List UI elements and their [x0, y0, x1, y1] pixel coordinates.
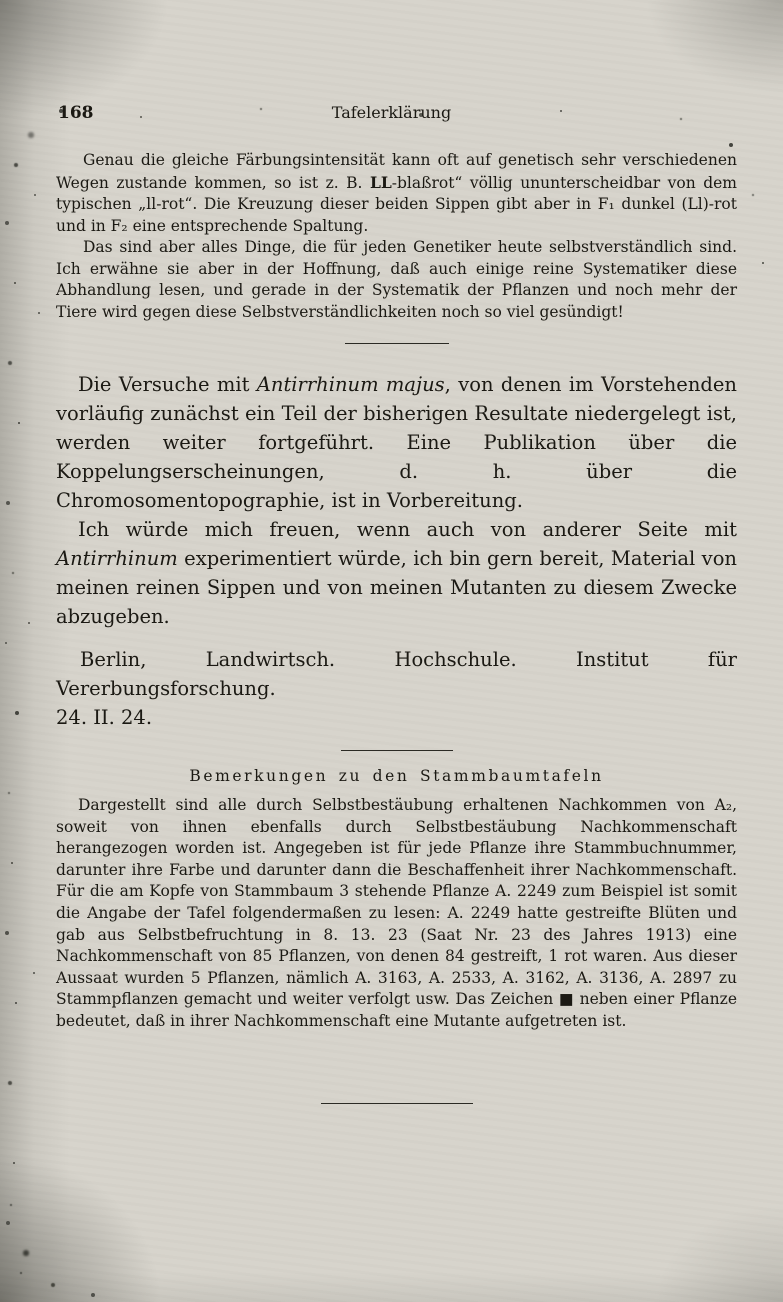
remarks-paragraph: Dargestellt sind alle durch Selbstbestäubung erhaltenen Nachkommen von A₂, soweit von ihnen ebenfalls durch Selbstbestäubung Nachkommenschaft herangezogen worden ist. Angegeben ist für jede Pflanze ihre Stammbuchnummer, darunter ihre Farbe und darunter dann die Beschaffenheit ihrer Nachkommenschaft. Für die am Kopfe von Stammbaum 3 stehende Pflanze A. 2249 zum Beispiel ist somit die Angabe der Tafel folgendermaßen zu lesen: A. 2249 hatte gestreifte Blüten und gab aus Selbstbefruchtung in 8. 13. 23 (Saat Nr. 23 des Jahres 1913) eine Nachkommenschaft von 85 Pflanzen, von denen 84 gestreift, 1 rot waren. Aus dieser Aussaat wurden 5 Pflanzen, nämlich A. 3163, A. 2533, A. 3162, A. 3136, A. 2897 zu Stammpflanzen gemacht und weiter verfolgt usw. Das Zeichen ■ neben einer Pflanze bedeutet, daß in ihrer Nachkommenschaft eine Mutante aufgetreten ist. [56, 796, 737, 1030]
main-text-section [56, 370, 737, 732]
page-content [0, 150, 783, 1104]
body-paragraph-2 [56, 515, 737, 631]
intro-paragraph-2: Das sind aber alles Dinge, die für jeden Genetiker heute selbstverständlich sind. Ich erwähne sie aber in der Hoffnung, daß auch einige reine Systematiker diese Abhandlung lesen, und gerade in der Systematik der Pflanzen und noch mehr der Tiere wird gegen diese Selbstverständlichkeiten noch so viel gesündigt! [56, 238, 737, 321]
gene-symbol-bold: LL [369, 172, 392, 192]
page-number: 168 [58, 103, 94, 123]
running-title: Tafelerklärung [331, 103, 452, 122]
text-run: Genau die gleiche Färbungsintensität kann oft auf genetisch sehr verschiedenen Wegen zustande kommen, so ist z. B. [56, 151, 737, 192]
body-paragraph-1 [56, 370, 737, 515]
intro-section [56, 150, 737, 323]
intro-paragraph-1 [56, 150, 737, 237]
text-run: -blaßrot“ völlig ununterscheidbar von dem typischen „ll-rot“. Die Kreuzung dieser beiden Sippen gibt aber in F₁ dunkel (Ll)-rot und in F₂ eine entsprechende Spaltung. [56, 173, 737, 235]
separator-rule-3 [321, 1103, 473, 1104]
address-date-line: 24. II. 24. [56, 706, 153, 729]
page-header [0, 102, 783, 124]
remarks-heading: Bemerkungen zu den Stammbaumtafeln [189, 767, 604, 785]
text-run: , von denen im Vorstehenden vorläufig zunächst ein Teil der bisherigen Resultate niedergelegt ist, werden weiter fortgeführt. Eine Publikation über die Koppelungserscheinungen, d. h. über die Chromosomentopographie, ist in Vorbereitung. [56, 373, 737, 512]
text-run: experimentiert würde, ich bin gern bereit, Material von meinen reinen Sippen und von meinen Mutanten zu diesem Zwecke abzugeben. [56, 547, 737, 628]
separator-rule-2 [341, 750, 453, 751]
text-run: Ich würde mich freuen, wenn auch von anderer Seite mit [78, 518, 737, 541]
text-run: Die Versuche mit [78, 373, 257, 396]
address-block [56, 645, 737, 732]
genus-name-italic: Antirrhinum [56, 547, 178, 570]
address-line-1: Berlin, Landwirtsch. Hochschule. Institut für Vererbungsforschung. [56, 648, 737, 700]
remarks-section [56, 767, 737, 1033]
species-name-italic: Antirrhinum majus [256, 373, 445, 396]
separator-rule-1 [345, 343, 449, 344]
